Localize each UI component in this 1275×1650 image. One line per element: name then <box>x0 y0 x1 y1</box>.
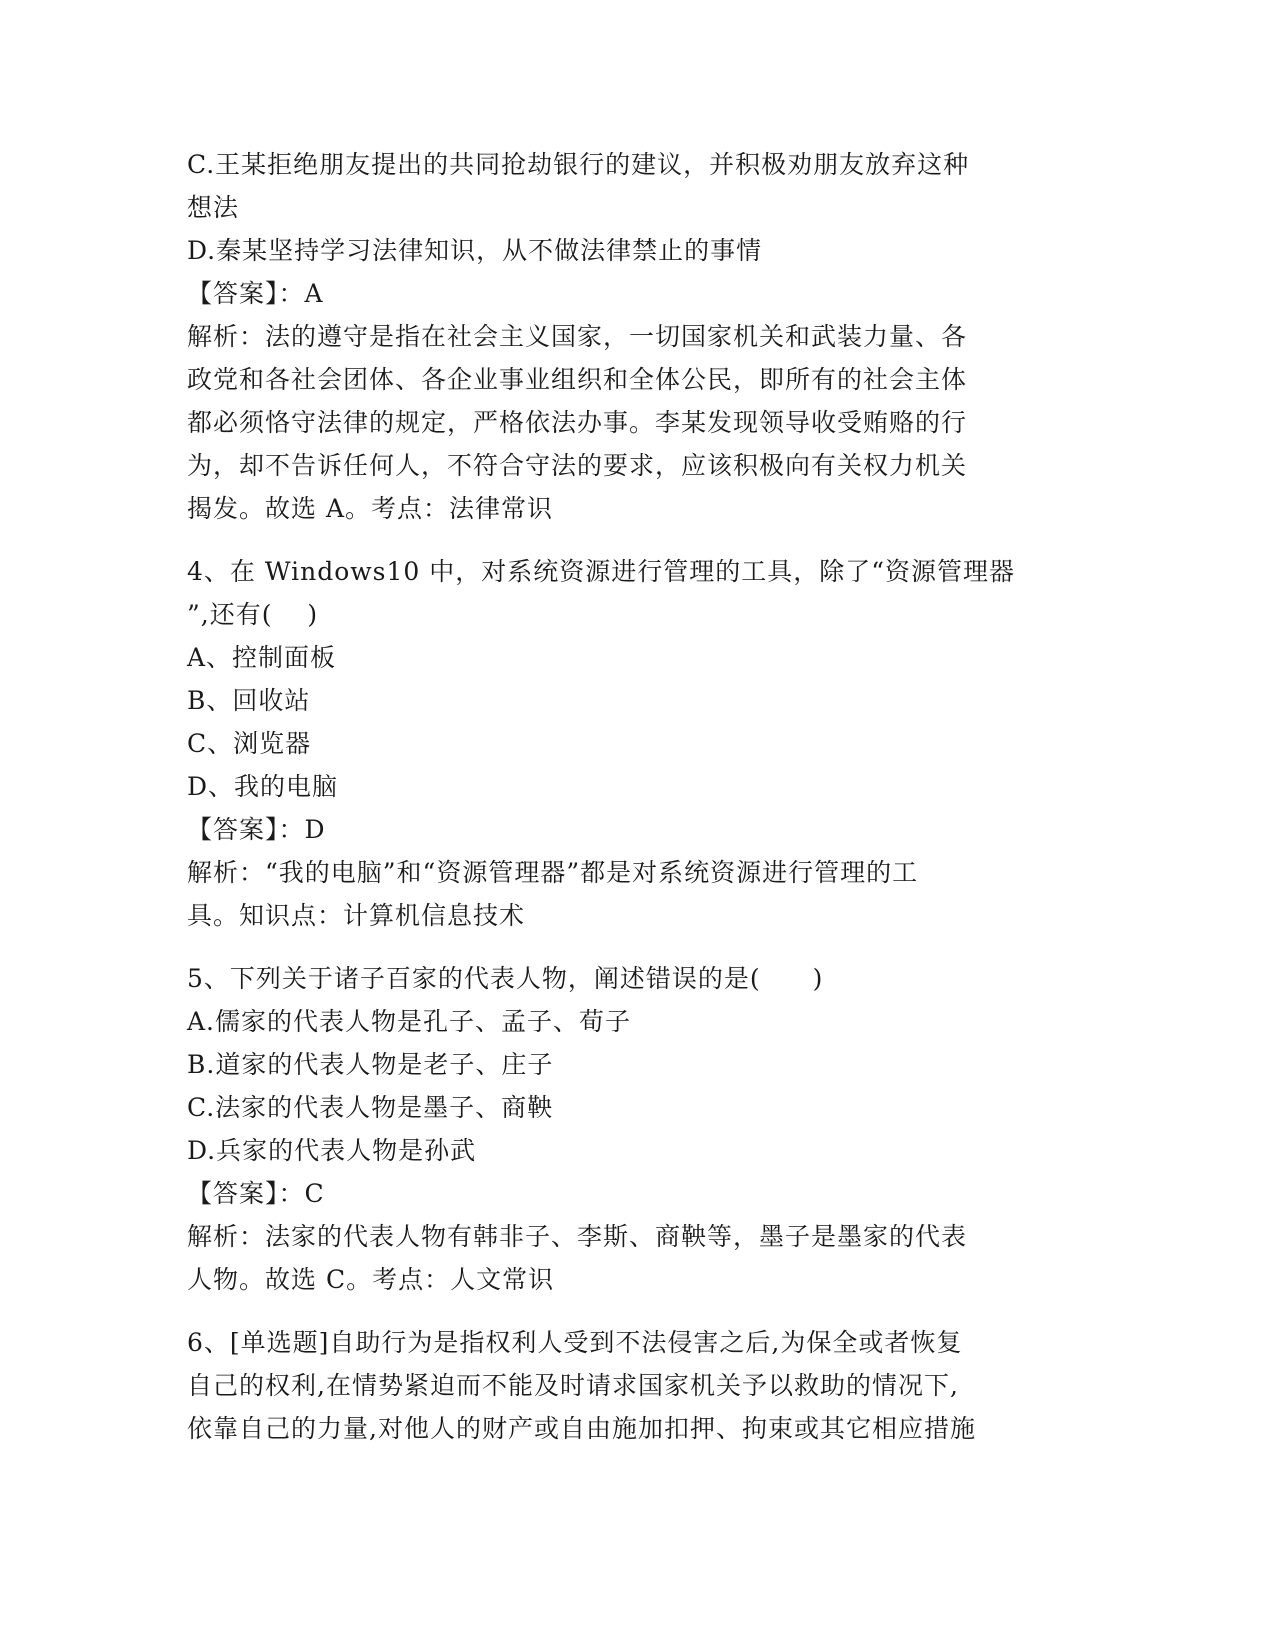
analysis-line: 都必须恪守法律的规定，严格依法办事。李某发现领导收受贿赂的行 <box>187 408 968 437</box>
question-5 <box>187 957 1087 1301</box>
analysis-line: 政党和各社会团体、各企业事业组织和全体公民，即所有的社会主体 <box>187 365 968 394</box>
question-6 <box>187 1321 1087 1450</box>
option-c: C.王某拒绝朋友提出的共同抢劫银行的建议，并积极劝朋友放弃这种 <box>187 150 970 179</box>
analysis-line: 解析：法家的代表人物有韩非子、李斯、商鞅等，墨子是墨家的代表 <box>187 1222 968 1251</box>
analysis-line: 人物。故选 C。考点：人文常识 <box>187 1265 555 1294</box>
option-b: B.道家的代表人物是老子、庄子 <box>187 1050 554 1079</box>
question-stem-continued: ”,还有( ) <box>187 600 319 629</box>
answer-line: 【答案】：C <box>187 1179 325 1208</box>
question-3-tail <box>187 143 1087 530</box>
answer-line: 【答案】：A <box>187 279 324 308</box>
question-stem: 4、在 Windows10 中，对系统资源进行管理的工具，除了“资源管理器 <box>187 557 1016 586</box>
answer-line: 【答案】：D <box>187 815 326 844</box>
option-c: C、浏览器 <box>187 729 312 758</box>
question-stem: 6、[单选题]自助行为是指权利人受到不法侵害之后,为保全或者恢复 <box>187 1328 963 1357</box>
option-d: D.秦某坚持学习法律知识，从不做法律禁止的事情 <box>187 236 763 265</box>
analysis-line: 揭发。故选 A。考点：法律常识 <box>187 494 554 523</box>
option-c-continued: 想法 <box>187 193 240 222</box>
analysis-line: 解析：法的遵守是指在社会主义国家，一切国家机关和武装力量、各 <box>187 322 968 351</box>
document-body <box>187 143 1087 1450</box>
option-d: D.兵家的代表人物是孙武 <box>187 1136 477 1165</box>
option-d: D、我的电脑 <box>187 772 339 801</box>
question-stem: 5、下列关于诸子百家的代表人物，阐述错误的是( ) <box>187 964 824 993</box>
option-c: C.法家的代表人物是墨子、商鞅 <box>187 1093 554 1122</box>
analysis-line: 解析：“我的电脑”和“资源管理器”都是对系统资源进行管理的工 <box>187 858 919 887</box>
analysis-line: 具。知识点：计算机信息技术 <box>187 901 526 930</box>
question-stem-continued: 自己的权利,在情势紧迫而不能及时请求国家机关予以救助的情况下, <box>187 1371 959 1400</box>
analysis-line: 为，却不告诉任何人，不符合守法的要求，应该积极向有关权力机关 <box>187 451 968 480</box>
question-4 <box>187 550 1087 937</box>
question-stem-continued: 依靠自己的力量,对他人的财产或自由施加扣押、拘束或其它相应措施 <box>187 1414 976 1443</box>
option-b: B、回收站 <box>187 686 311 715</box>
option-a: A、控制面板 <box>187 643 337 672</box>
option-a: A.儒家的代表人物是孔子、孟子、荀子 <box>187 1007 632 1036</box>
